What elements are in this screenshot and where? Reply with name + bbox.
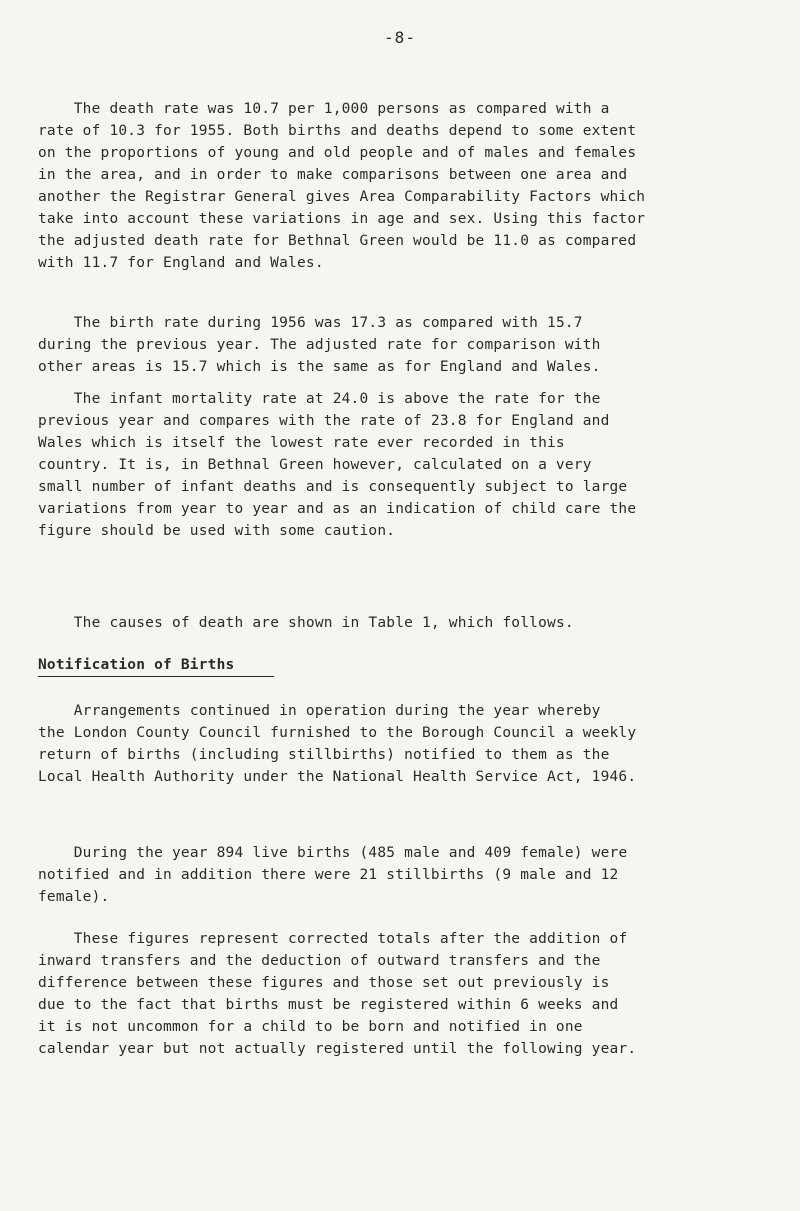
paragraph-causes-of-death: The causes of death are shown in Table 1, which follows. bbox=[38, 615, 574, 631]
paragraph-birth-rate: The birth rate during 1956 was 17.3 as compared with 15.7 during the previous year. The adjusted rate for comparison with other areas is 15.7 which is the same as for England and Wales. bbox=[38, 315, 601, 375]
section-heading-notification-of-births: Notification of Births bbox=[38, 657, 235, 673]
paragraph-live-births: During the year 894 live births (485 male and 409 female) were notified and in addition there were 21 stillbirths (9 male and 12 female). bbox=[38, 845, 628, 905]
paragraph-death-rate: The death rate was 10.7 per 1,000 persons as compared with a rate of 10.3 for 1955. Both births and deaths depend to some extent on the proportions of young and old people and of males and females in the area, and in order to make comparisons between one area and another the Registrar General gives Area Comparability Factors which take into account these variations in age and sex. Using this factor the adjusted death rate for Bethnal Green would be 11.0 as compared with 11.7 for England and Wales. bbox=[38, 101, 646, 271]
heading-underline bbox=[38, 676, 274, 677]
paragraph-arrangements: Arrangements continued in operation during the year whereby the London County Council furnished to the Borough Council a weekly return of births (including stillbirths) notified to them as the Local Health Authority under the National Health Service Act, 1946. bbox=[38, 703, 637, 785]
paragraph-corrected-totals: These figures represent corrected totals after the addition of inward transfers and the deduction of outward transfers and the difference between these figures and those set out previously is due to the fact that births must be registered within 6 weeks and it is not uncommon for a child to be born and notified in one calendar year but not actually registered until the following year. bbox=[38, 931, 637, 1057]
page-number: -8- bbox=[384, 28, 416, 47]
paragraph-infant-mortality: The infant mortality rate at 24.0 is above the rate for the previous year and compares with the rate of 23.8 for England and Wales which is itself the lowest rate ever recorded in this country. It is, in Bethnal Green however, calculated on a very small number of infant deaths and is consequently subject to large variations from year to year and as an indication of child care the figure should be used with some caution. bbox=[38, 391, 637, 539]
